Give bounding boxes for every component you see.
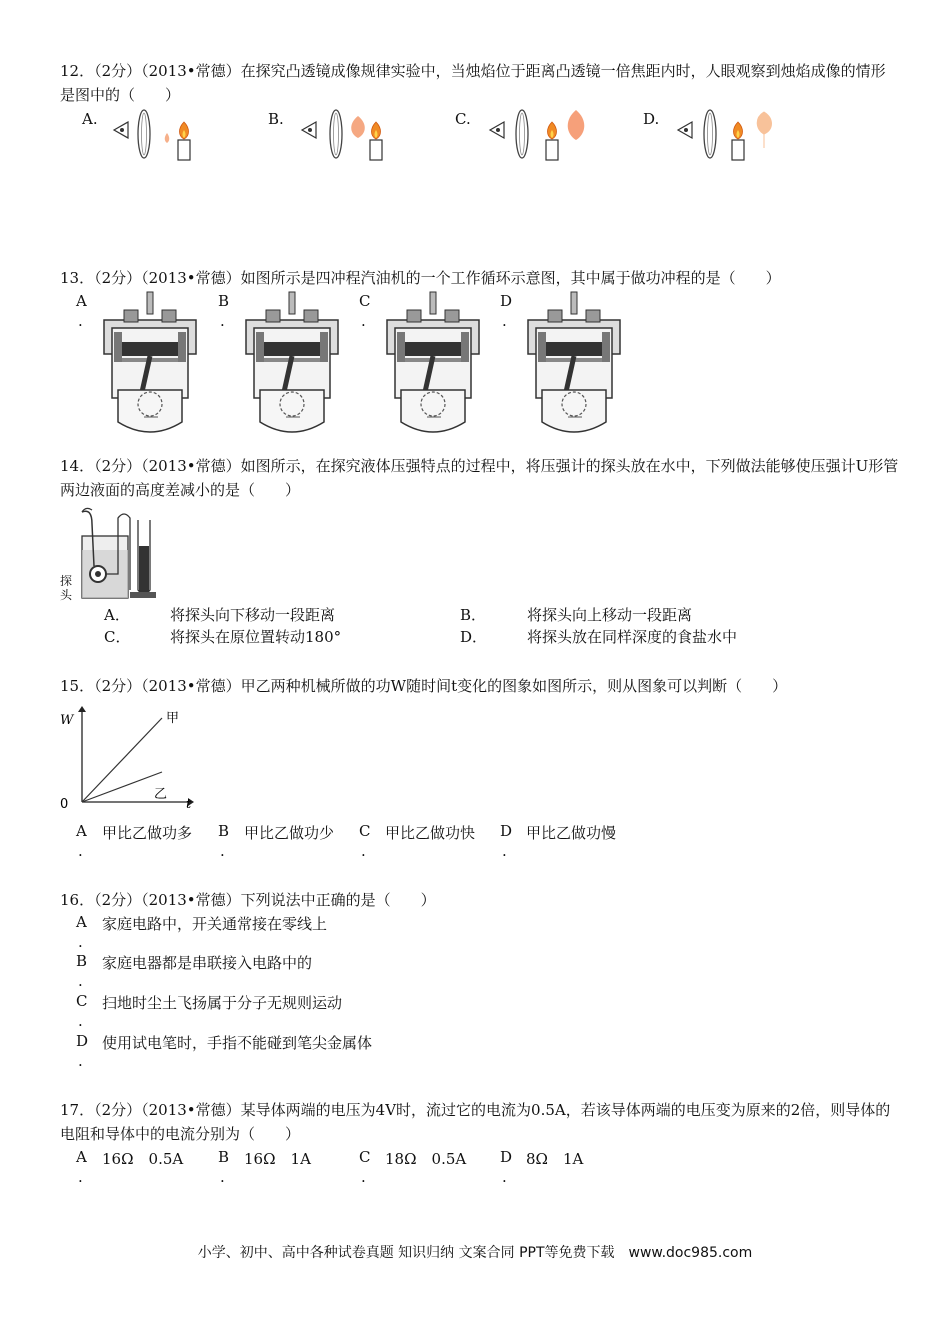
option-dot: . — [78, 1012, 83, 1030]
engine-figure-c — [387, 292, 483, 432]
question-16-stem: 16．（2分）（2013•常德）下列说法中正确的是（ ） — [60, 891, 436, 909]
option-dot: . — [78, 972, 83, 990]
pressure-gauge-figure — [58, 506, 168, 602]
option-letter: A — [76, 822, 87, 840]
y-axis-arrow — [78, 706, 86, 712]
option-dot: . — [220, 1168, 225, 1186]
option-text: 家庭电路中，开关通常接在零线上 — [102, 915, 328, 933]
option-b-label: B. — [268, 110, 284, 128]
series-label-2: 乙 — [154, 787, 168, 802]
option-text: 甲比乙做功多 — [102, 824, 193, 842]
option-dot: . — [361, 1168, 366, 1186]
option-letter: B． — [460, 606, 487, 624]
option-letter: C — [359, 1148, 371, 1166]
option-letter: D — [76, 1032, 89, 1050]
origin-label: 0 — [60, 797, 69, 812]
probe-label: 探头 — [60, 574, 73, 602]
option-dot: . — [220, 312, 225, 330]
option-text: 甲比乙做功少 — [244, 824, 335, 842]
option-text: 甲比乙做功慢 — [526, 824, 617, 842]
option-text: 使用试电笔时，手指不能碰到笔尖金属体 — [102, 1034, 373, 1052]
option-letter: B — [218, 1148, 230, 1166]
option-text: 16Ω 1A — [244, 1150, 311, 1168]
option-letter: C． — [104, 628, 131, 646]
question-14-stem: 14．（2分）（2013•常德）如图所示，在探究液体压强特点的过程中，将压强计的探头放在水中，下列做法能够使压强计U形管两边液面的高度差减小的是（ ） — [60, 457, 899, 499]
option-dot: . — [78, 312, 83, 330]
image-flame — [351, 116, 365, 138]
option-dot: . — [78, 842, 83, 860]
option-letter: B — [76, 952, 88, 970]
option-a-label: A — [76, 292, 87, 310]
large-image-flame — [568, 110, 585, 140]
option-letter: C — [76, 992, 88, 1010]
option-text: 8Ω 1A — [526, 1150, 584, 1168]
option-text: 将探头向下移动一段距离 — [170, 606, 336, 624]
engine-figure-b — [246, 292, 342, 432]
option-letter: D． — [460, 628, 488, 646]
option-text: 16Ω 0.5A — [102, 1150, 184, 1168]
engine-figure-d — [528, 292, 624, 432]
option-letter: B — [218, 822, 230, 840]
page-footer: 小学、初中、高中各种试卷真题 知识归纳 文案合同 PPT等免费下载 www.doc985.com — [197, 1245, 753, 1261]
option-dot: . — [78, 1168, 83, 1186]
option-text: 扫地时尘土飞扬属于分子无规则运动 — [102, 994, 343, 1012]
option-letter: D — [500, 1148, 513, 1166]
option-dot: . — [78, 933, 83, 951]
option-dot: . — [502, 312, 507, 330]
option-a-label: A. — [82, 110, 98, 128]
option-c-label: C. — [455, 110, 471, 128]
option-letter: D — [500, 822, 513, 840]
option-dot: . — [78, 1052, 83, 1070]
option-letter: A — [76, 1148, 87, 1166]
option-dot: . — [220, 842, 225, 860]
question-13-stem: 13．（2分）（2013•常德）如图所示是四冲程汽油机的一个工作循环示意图，其中属于做功冲程的是（ ） — [60, 269, 781, 287]
option-dot: . — [361, 842, 366, 860]
small-image-flame — [165, 133, 170, 143]
option-text: 18Ω 0.5A — [385, 1150, 467, 1168]
option-text: 将探头在原位置转动180° — [170, 628, 342, 646]
series-line-1 — [82, 718, 162, 802]
option-letter: A — [76, 913, 87, 931]
question-17-stem: 17．（2分）（2013•常德）某导体两端的电压为4V时，流过它的电流为0.5A，若该导体两端的电压变为原来的2倍，则导体的电阻和导体中的电流分别为（ ） — [60, 1101, 891, 1143]
series-line-2 — [82, 772, 162, 802]
lens-figure-c — [488, 108, 588, 168]
question-15-stem: 15．（2分）（2013•常德）甲乙两种机械所做的功W随时间t变化的图象如图所示，则从图象可以判断（ ） — [60, 677, 788, 695]
option-b-label: B — [218, 292, 230, 310]
option-d-label: D — [500, 292, 513, 310]
lens-figure-d — [676, 108, 776, 168]
option-text: 家庭电器都是串联接入电路中的 — [102, 954, 313, 972]
inverted-image-flame — [757, 112, 771, 148]
lens-figure-a — [112, 108, 202, 168]
option-text: 甲比乙做功快 — [385, 824, 476, 842]
option-letter: A． — [104, 606, 130, 624]
option-dot: . — [502, 1168, 507, 1186]
y-axis-label: W — [60, 713, 74, 728]
option-letter: C — [359, 822, 371, 840]
question-12-stem: 12．（2分）（2013•常德）在探究凸透镜成像规律实验中，当烛焰位于距离凸透镜一倍焦距内时，人眼观察到烛焰成像的情形是图中的（ ） — [60, 62, 886, 104]
lens-figure-b — [300, 108, 390, 168]
option-c-label: C — [359, 292, 371, 310]
option-dot: . — [361, 312, 366, 330]
work-time-chart — [58, 704, 198, 816]
option-text: 将探头向上移动一段距离 — [527, 606, 693, 624]
option-text: 将探头放在同样深度的食盐水中 — [527, 628, 738, 646]
series-label-1: 甲 — [166, 711, 180, 726]
option-d-label: D. — [643, 110, 660, 128]
option-dot: . — [502, 842, 507, 860]
x-axis-label: t — [186, 797, 192, 812]
engine-figure-a — [104, 292, 200, 432]
